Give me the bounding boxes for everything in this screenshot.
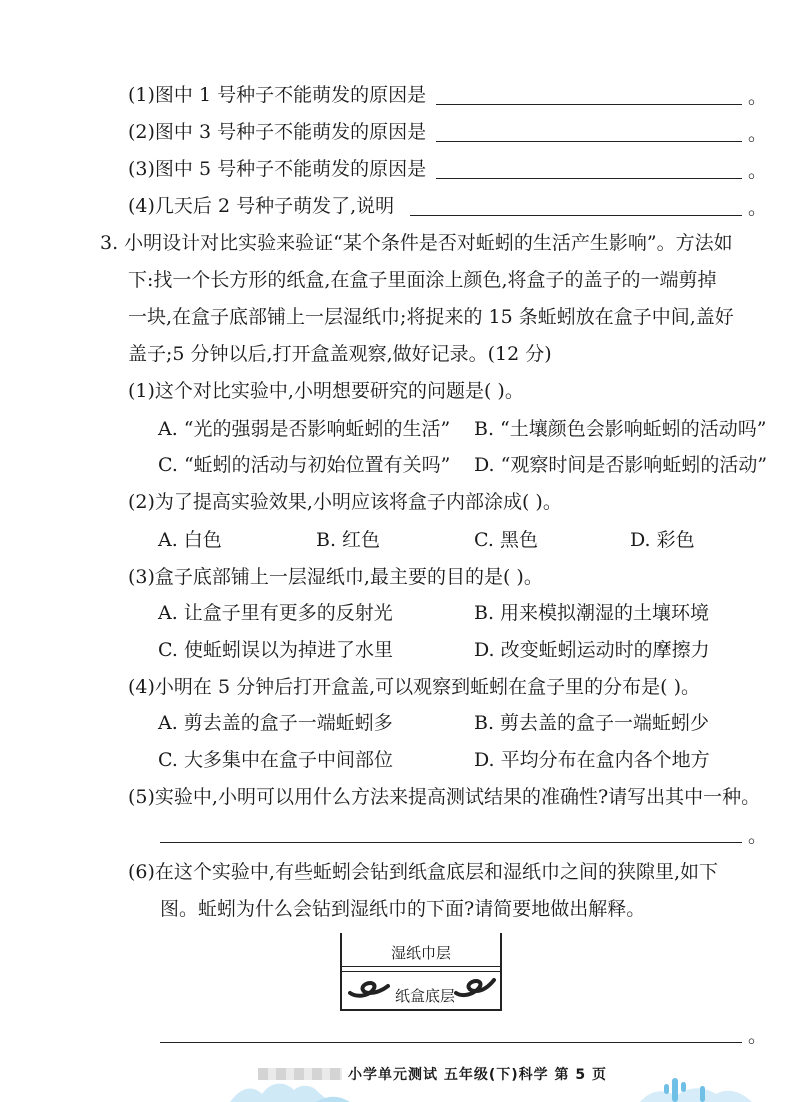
option-d[interactable]: D. 改变蚯蚓运动时的摩擦力 — [474, 639, 710, 661]
option-a[interactable]: A. “光的强弱是否影响蚯蚓的生活” — [158, 418, 451, 440]
q3-sub1-question: (1)这个对比实验中,小明想要研究的问题是( )。 — [128, 380, 524, 402]
option-c[interactable]: C. 大多集中在盒子中间部位 — [158, 749, 393, 771]
period: 。 — [748, 1025, 768, 1047]
answer-blank-5[interactable] — [160, 842, 742, 843]
wet-paper-label: 湿纸巾层 — [390, 944, 451, 962]
earthworm-icon — [348, 977, 390, 1001]
answer-blank-6[interactable] — [160, 1042, 742, 1043]
option-a[interactable]: A. 让盒子里有更多的反射光 — [158, 602, 393, 624]
option-b[interactable]: B. 用来模拟潮湿的土壤环境 — [474, 602, 710, 624]
q2-item-3: (3)图中 5 号种子不能萌发的原因是 — [128, 158, 427, 180]
page-footer: 小学单元测试 五年级(下)科学 第 5 页 — [348, 1067, 608, 1083]
option-d[interactable]: D. 平均分布在盒内各个地方 — [474, 749, 710, 771]
option-c[interactable]: C. 使蚯蚓误以为掉进了水里 — [158, 639, 393, 661]
answer-blank-3[interactable] — [436, 178, 742, 179]
answer-blank-1[interactable] — [436, 104, 742, 105]
earthworm-box-diagram — [340, 933, 502, 1011]
q2-item-4: (4)几天后 2 号种子萌发了,说明 — [128, 195, 395, 217]
q3-sub3-question: (3)盒子底部铺上一层湿纸巾,最主要的目的是( )。 — [128, 566, 543, 588]
option-a[interactable]: A. 剪去盖的盒子一端蚯蚓多 — [158, 712, 393, 734]
q3-stem-line-2: 下:找一个长方形的纸盒,在盒子里面涂上颜色,将盒子的盖子的一端剪掉 — [128, 269, 717, 291]
q2-item-2: (2)图中 3 号种子不能萌发的原因是 — [128, 121, 427, 143]
period: 。 — [748, 197, 768, 219]
q3-stem-line-4: 盖子;5 分钟以后,打开盒盖观察,做好记录。(12 分) — [128, 343, 552, 365]
q3-stem-line-3: 一块,在盒子底部铺上一层湿纸巾;将捉来的 15 条蚯蚓放在盒子中间,盖好 — [128, 306, 734, 328]
option-a[interactable]: A. 白色 — [158, 529, 222, 551]
answer-blank-2[interactable] — [436, 141, 742, 142]
q3-stem-line-1: 3. 小明设计对比实验来验证“某个条件是否对蚯蚓的生活产生影响”。方法如 — [100, 232, 733, 254]
q3-sub5-question: (5)实验中,小明可以用什么方法来提高测试结果的准确性?请写出其中一种。 — [128, 786, 761, 808]
q3-sub6-line-1: (6)在这个实验中,有些蚯蚓会钻到纸盒底层和湿纸巾之间的狭隙里,如下 — [128, 861, 718, 883]
period: 。 — [748, 160, 768, 182]
wet-paper-layer-line — [340, 966, 502, 967]
option-b[interactable]: B. 剪去盖的盒子一端蚯蚓少 — [474, 712, 710, 734]
q3-sub4-question: (4)小明在 5 分钟后打开盒盖,可以观察到蚯蚓在盒子里的分布是( )。 — [128, 676, 700, 698]
option-d[interactable]: D. 彩色 — [630, 529, 695, 551]
blurred-text — [258, 1068, 342, 1080]
option-b[interactable]: B. 红色 — [316, 529, 381, 551]
box-bottom-label: 纸盒底层 — [395, 987, 456, 1005]
option-d[interactable]: D. “观察时间是否影响蚯蚓的活动” — [474, 454, 768, 476]
q3-sub6-line-2: 图。蚯蚓为什么会钻到湿纸巾的下面?请简要地做出解释。 — [160, 898, 646, 920]
answer-blank-4[interactable] — [410, 215, 742, 216]
q2-item-1: (1)图中 1 号种子不能萌发的原因是 — [128, 84, 427, 106]
option-c[interactable]: C. 黑色 — [474, 529, 538, 551]
option-b[interactable]: B. “土壤颜色会影响蚯蚓的活动吗” — [474, 418, 767, 440]
option-c[interactable]: C. “蚯蚓的活动与初始位置有关吗” — [158, 454, 451, 476]
wet-paper-layer-line — [340, 971, 502, 972]
q3-sub2-question: (2)为了提高实验效果,小明应该将盒子内部涂成( )。 — [128, 491, 562, 513]
period: 。 — [748, 123, 768, 145]
period: 。 — [748, 86, 768, 108]
box-bottom — [340, 1009, 502, 1011]
earthworm-icon — [454, 975, 496, 999]
period: 。 — [748, 825, 768, 847]
